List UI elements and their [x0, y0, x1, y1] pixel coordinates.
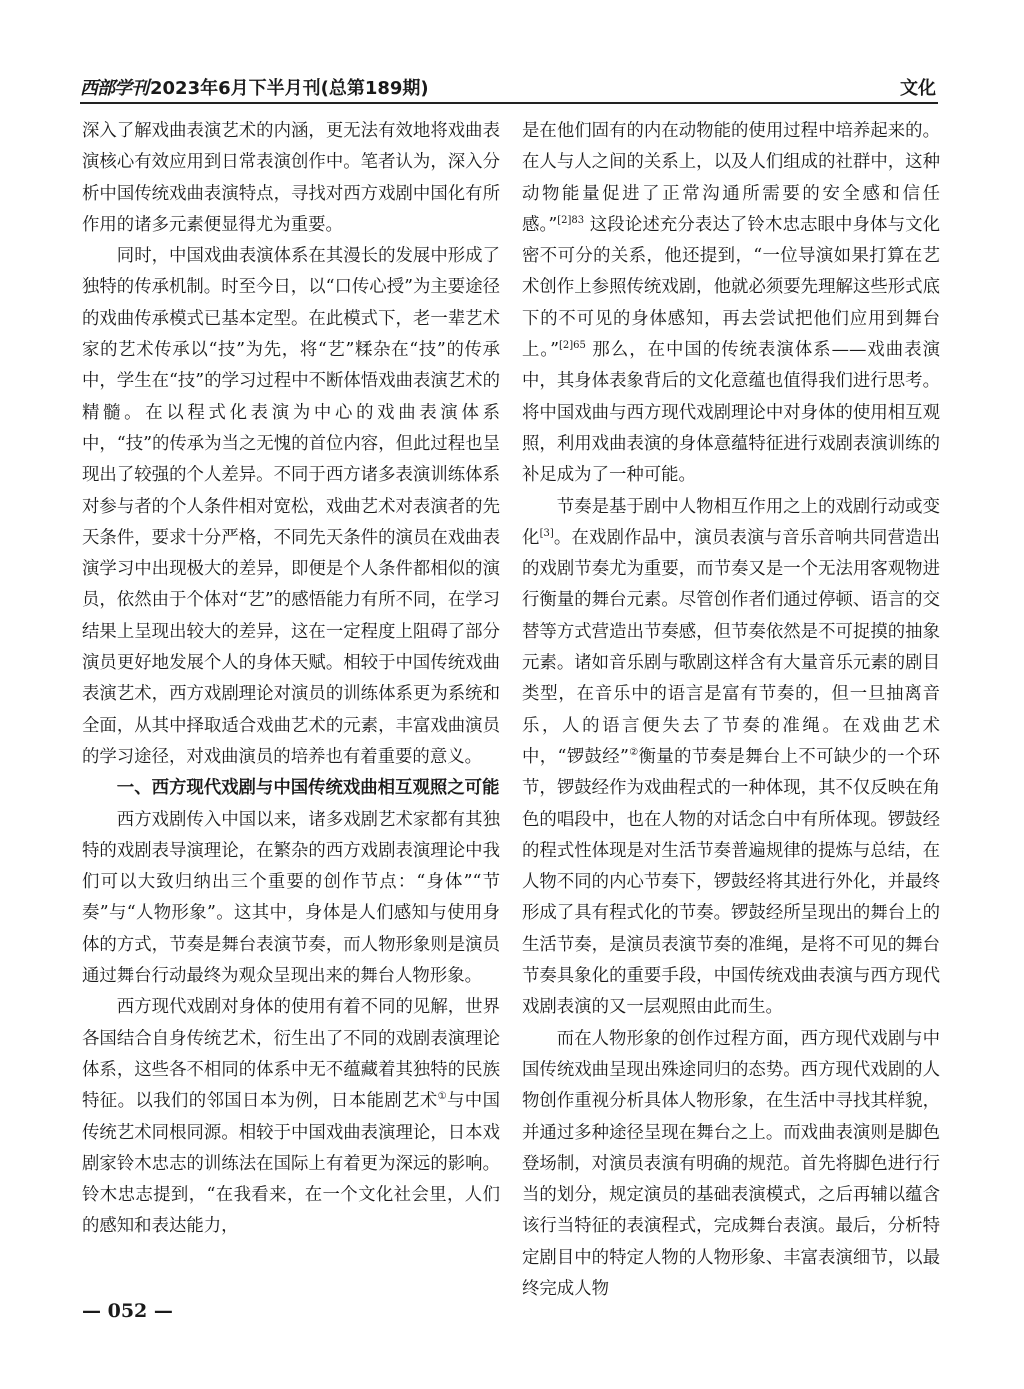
left-column — [82, 116, 500, 1243]
section-label: 文化 — [900, 78, 936, 99]
paragraph: 深入了解戏曲表演艺术的内涵，更无法有效地将戏曲表演核心有效应用到日常表演创作中。笔者认为，深入分析中国传统戏曲表演特点，寻找对西方戏剧中国化有所作用的诸多元素便显得尤为重要。 — [82, 121, 500, 235]
paragraph-text: 衡量的节奏是舞台上不可缺少的一个环节，锣鼓经作为戏曲程式的一种体现，其不仅反映在角色的唱段中，也在人物的对话念白中有所体现。锣鼓经的程式性体现是对生活节奏普遍规律的提炼与总结，在人物不同的内心节奏下，锣鼓经将其进行外化，并最终形成了具有程式化的节奏。锣鼓经所呈现出的舞台上的生活节奏，是演员表演节奏的准绳，是将不可见的舞台节奏具象化的重要手段，中国传统戏曲表演与西方现代戏剧表演的又一层观照由此而生。 — [522, 746, 940, 1018]
footnote-marker: ① — [437, 1091, 448, 1103]
paragraph-text: 这段论述充分表达了铃木忠志眼中身体与文化密不可分的关系，他还提到，“一位导演如果打算在艺术创作上参照传统戏剧，他就必须要先理解这些形式底下的不可见的身体感知，再去尝试把他们应用到舞台上。” — [522, 214, 940, 361]
paragraph-text: 节奏是基于剧中人物相互作用之上的戏剧行动或变化 — [522, 496, 940, 548]
journal-logo: 西部学刊 — [80, 78, 148, 99]
paragraph: 西方戏剧传入中国以来，诸多戏剧艺术家都有其独特的戏剧表导演理论，在繁杂的西方戏剧表演理论中我们可以大致归纳出三个重要的创作节点：“身体”“节奏”与“人物形象”。这其中，身体是人们感知与使用身体的方式，节奏是舞台表演节奏，而人物形象则是演员通过舞台行动最终为观众呈现出来的舞台人物形象。 — [82, 809, 500, 987]
paragraph-text: 是在他们固有的内在动物能的使用过程中培养起来的。在人与人之间的关系上，以及人们组成的社群中，这种动物能量促进了正常沟通所需要的安全感和信任感。” — [522, 121, 940, 235]
right-column — [522, 116, 940, 1305]
issue-info: 2023年6月下半月刊(总第189期) — [150, 78, 429, 99]
citation: [2]65 — [559, 340, 586, 352]
citation: [3] — [539, 527, 554, 539]
paragraph-text: 。在戏剧作品中，演员表演与音乐音响共同营造出的戏剧节奏尤为重要，而节奏又是一个无法用客观物进行衡量的舞台元素。尽管创作者们通过停顿、语言的交替等方式营造出节奏感，但节奏依然是不可捉摸的抽象元素。诸如音乐剧与歌剧这样含有大量音乐元素的剧目类型，在音乐中的语言是富有节奏的，但一旦抽离音乐，人的语言便失去了节奏的准绳。在戏曲艺术中，“锣鼓经” — [522, 527, 940, 767]
paragraph-text: 与中国传统艺术同根同源。相较于中国戏曲表演理论，日本戏剧家铃木忠志的训练法在国际上有着更为深远的影响。铃木忠志提到，“在我看来，在一个文化社会里，人们的感知和表达能力， — [82, 1091, 500, 1237]
citation: [2]83 — [557, 214, 585, 226]
paragraph — [522, 116, 940, 492]
paragraph-text: 西方现代戏剧对身体的使用有着不同的见解，世界各国结合自身传统艺术，衍生出了不同的戏剧表演理论体系，这些各不相同的体系中无不蕴藏着其独特的民族特征。以我们的邻国日本为例，日本能剧艺术 — [82, 997, 500, 1112]
section-heading: 一、西方现代戏剧与中国传统戏曲相互观照之可能 — [116, 778, 500, 799]
header-left — [80, 74, 429, 100]
paragraph: 而在人物形象的创作过程方面，西方现代戏剧与中国传统戏曲呈现出殊途同归的态势。西方现代戏剧的人物创作重视分析具体人物形象，在生活中寻找其样貌，并通过多种途径呈现在舞台之上。而戏曲表演则是脚色登场制，对演员表演有明确的规范。首先将脚色进行行当的划分，规定演员的基础表演模式，之后再辅以蕴含该行当特征的表演程式，完成舞台表演。最后，分析特定剧目中的特定人物的人物形象、丰富表演细节，以最终完成人物 — [522, 1028, 940, 1299]
paragraph — [522, 492, 940, 1024]
running-header — [80, 72, 938, 104]
paragraph: 同时，中国戏曲表演体系在其漫长的发展中形成了独特的传承机制。时至今日，以“口传心授”为主要途径的戏曲传承模式已基本定型。在此模式下，老一辈艺术家的艺术传承以“技”为先，将“艺”糅杂在“技”的传承中，学生在“技”的学习过程中不断体悟戏曲表演艺术的精髓。在以程式化表演为中心的戏曲表演体系中，“技”的传承为当之无愧的首位内容，但此过程也呈现出了较强的个人差异。不同于西方诸多表演训练体系对参与者的个人条件相对宽松，戏曲艺术对表演者的先天条件，要求十分严格，不同先天条件的演员在戏曲表演学习中出现极大的差异，即便是个人条件都相似的演员，依然由于个体对“艺”的感悟能力有所不同，在学习结果上呈现出较大的差异，这在一定程度上阻碍了部分演员更好地发展个人的身体天赋。相较于中国传统戏曲表演艺术，西方戏剧理论对演员的训练体系更为系统和全面，从其中择取适合戏曲艺术的元素，丰富戏曲演员的学习途径，对戏曲演员的培养也有着重要的意义。 — [82, 246, 500, 767]
footnote-marker: ② — [628, 746, 639, 758]
paragraph-text: 那么，在中国的传统表演体系——戏曲表演中，其身体表象背后的文化意蕴也值得我们进行思考。将中国戏曲与西方现代戏剧理论中对身体的使用相互观照，利用戏曲表演的身体意蕴特征进行戏剧表演训练的补足成为了一种可能。 — [522, 340, 940, 486]
page-number: — 052 — — [82, 1300, 173, 1322]
paragraph — [82, 992, 500, 1242]
